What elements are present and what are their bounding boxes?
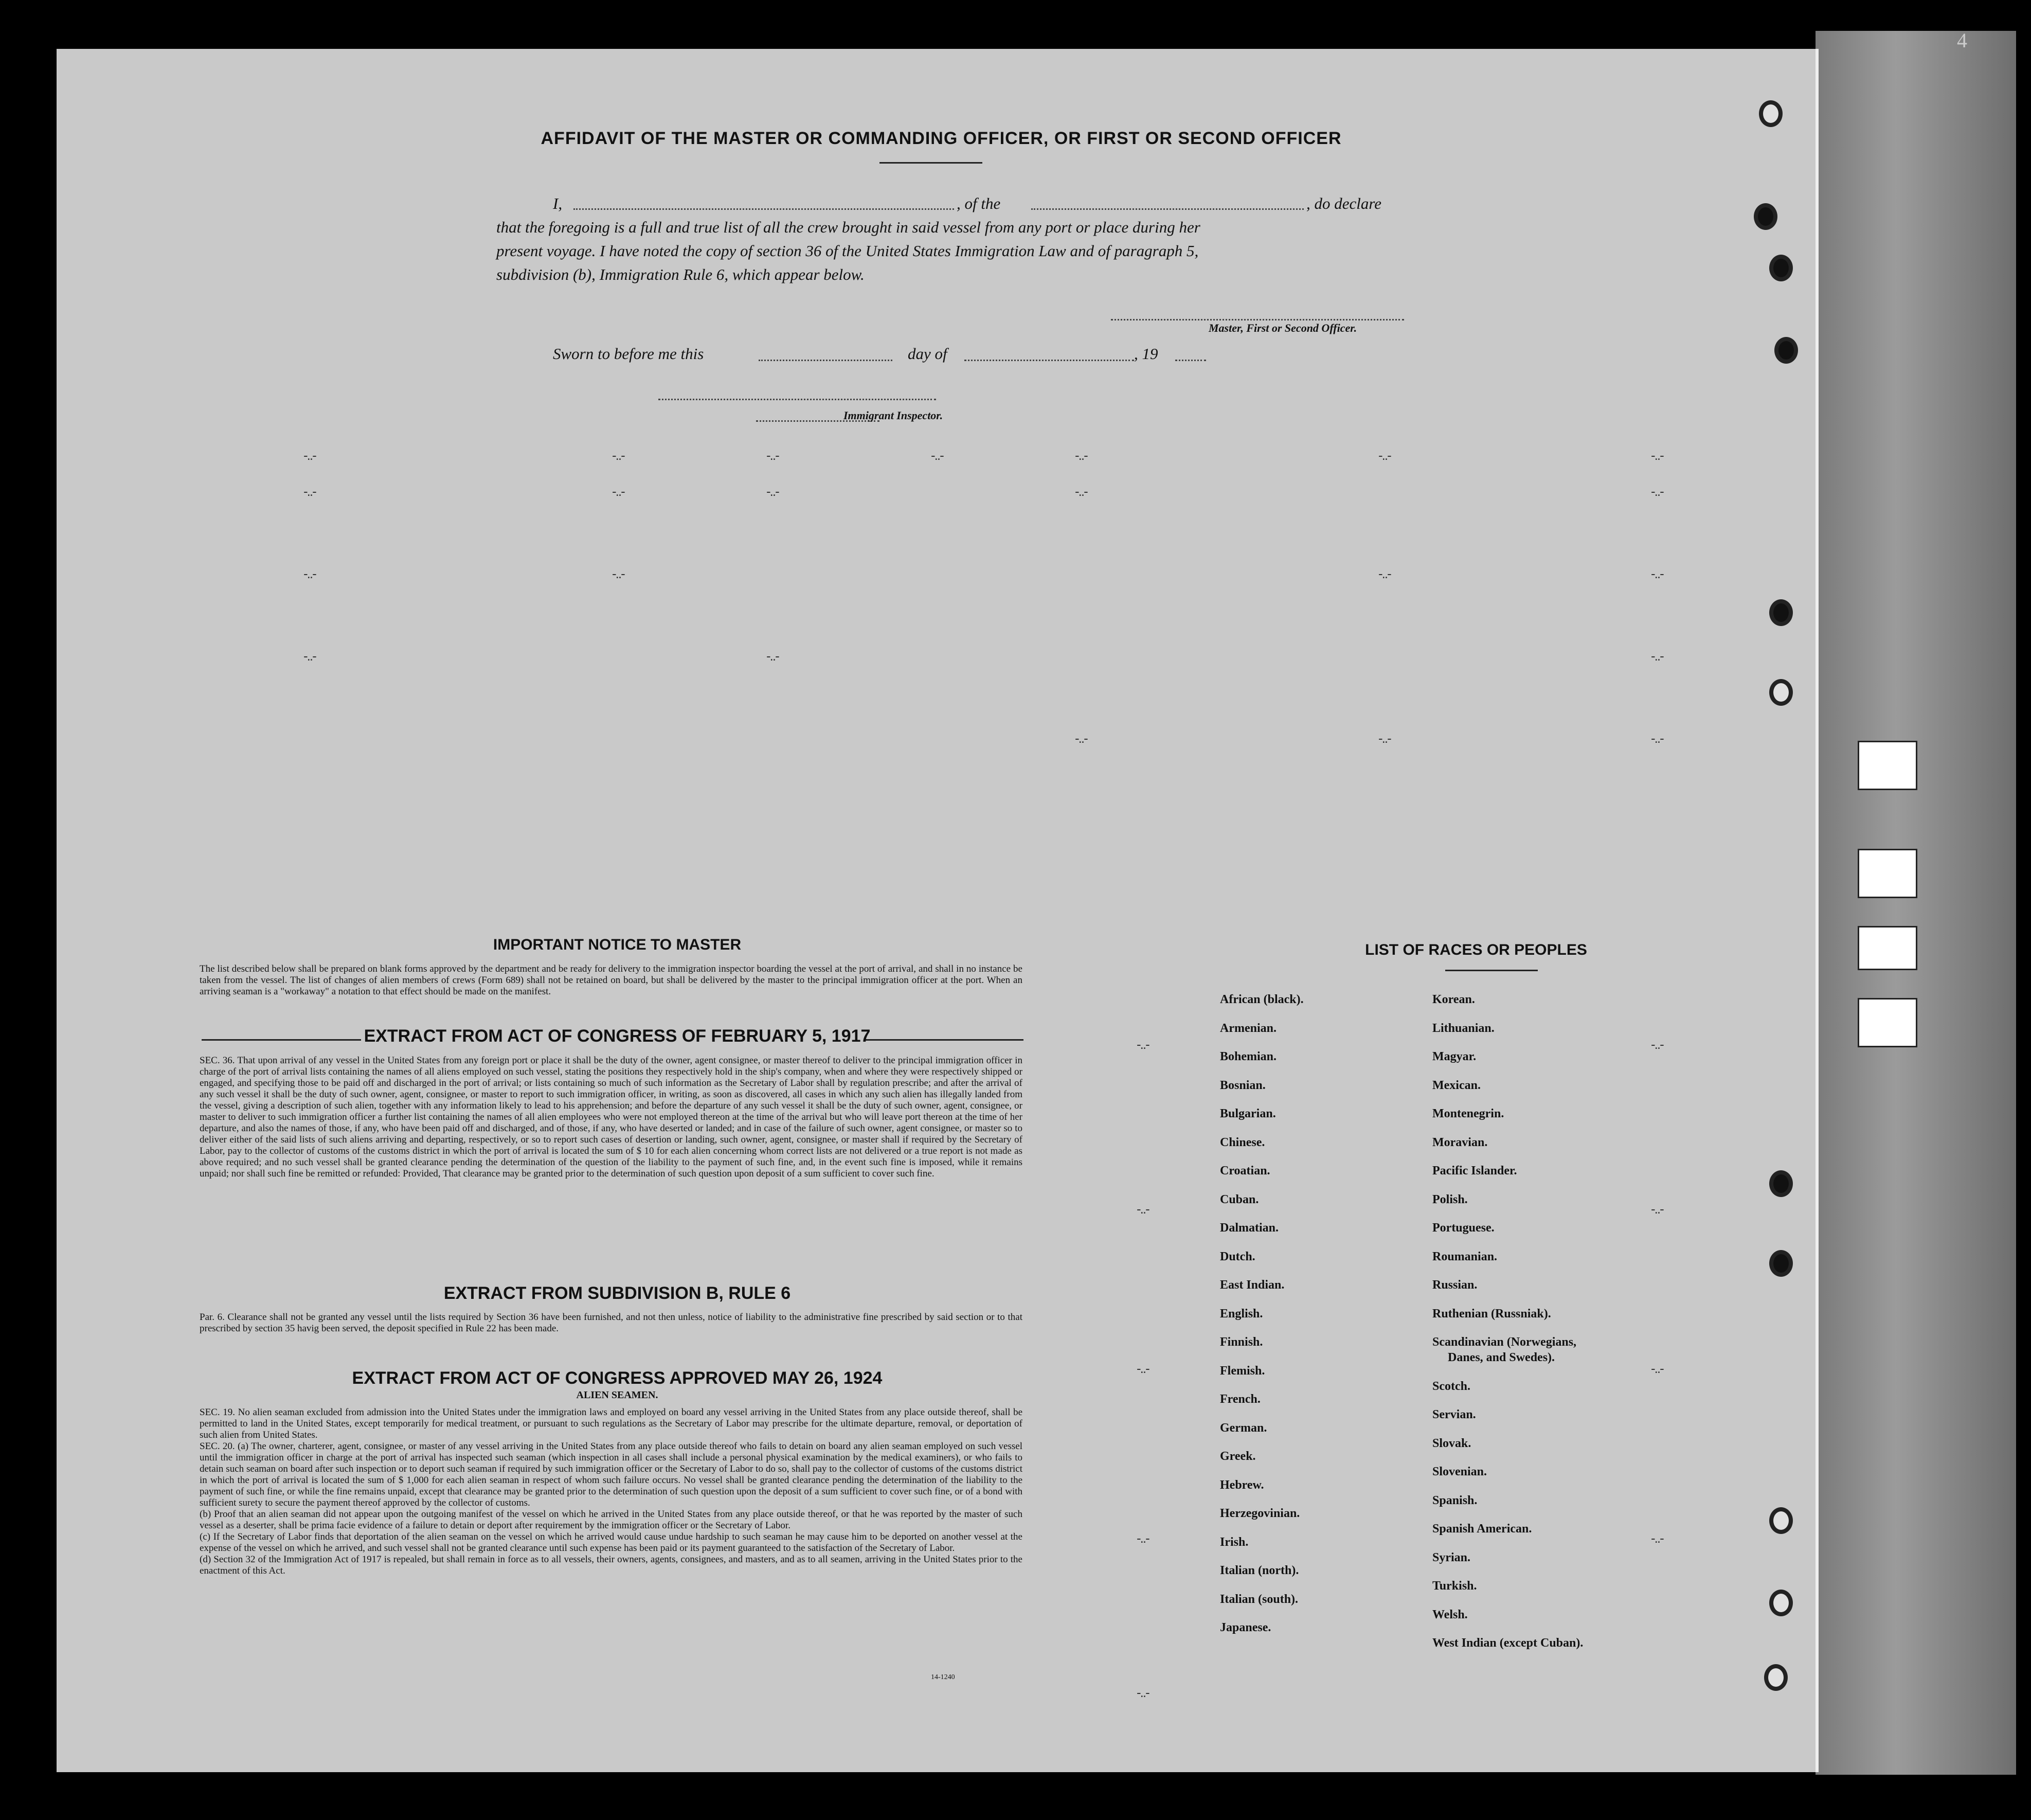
dash-mark: -..-	[1137, 1037, 1149, 1052]
race-item: Croatian.	[1220, 1164, 1270, 1177]
race-item: Irish.	[1220, 1535, 1249, 1549]
race-item: Lithuanian.	[1432, 1021, 1495, 1035]
attached-slip	[1858, 741, 1917, 790]
dash-mark: -..-	[1137, 1361, 1149, 1376]
extract-rule6-text: Par. 6. Clearance shall not be granted any vessel until the lists required by Section 36 have been furnished, and not then unless, notice of liability to the administrative fine prescribed by said section or to that prescribed by section 35 havig been served, the deposit specified in Rule 22 has been made.	[200, 1312, 1022, 1334]
punch-hole	[1769, 1507, 1793, 1534]
race-item: Mexican.	[1432, 1078, 1481, 1092]
form-number: 14-1240	[931, 1673, 955, 1681]
vessel-blank[interactable]	[1031, 208, 1304, 210]
race-item: Moravian.	[1432, 1135, 1488, 1149]
attached-slip	[1858, 849, 1917, 898]
race-item: Roumanian.	[1432, 1250, 1498, 1263]
dash-mark: -..-	[303, 448, 316, 463]
attached-slip	[1858, 926, 1917, 970]
race-item: Montenegrin.	[1432, 1107, 1504, 1120]
name-blank[interactable]	[573, 208, 954, 210]
dash-mark: -..-	[303, 566, 316, 581]
dash-mark: -..-	[766, 648, 779, 664]
race-item: Italian (north).	[1220, 1564, 1299, 1577]
race-item: Scotch.	[1432, 1379, 1470, 1393]
extract-1924-text	[200, 1407, 1022, 1577]
signature-blank[interactable]	[1111, 319, 1404, 320]
sworn-label: Sworn to before me this	[553, 345, 704, 363]
sworn-line	[496, 342, 1216, 368]
punch-hole	[1769, 599, 1793, 626]
race-item: German.	[1220, 1421, 1267, 1435]
punch-hole	[1769, 255, 1793, 281]
extract-rule6-title: EXTRACT FROM SUBDIVISION B, RULE 6	[443, 1283, 791, 1303]
dash-mark: -..-	[1378, 730, 1391, 746]
dash-mark: -..-	[612, 448, 624, 463]
race-item: Japanese.	[1220, 1621, 1271, 1634]
signature-caption: Master, First or Second Officer.	[1209, 322, 1357, 334]
race-item: Spanish American.	[1432, 1522, 1532, 1536]
race-item: West Indian (except Cuban).	[1432, 1636, 1584, 1650]
dash-mark: -..-	[931, 448, 943, 463]
dash-mark: -..-	[612, 484, 624, 499]
dash-mark: -..-	[1378, 448, 1391, 463]
attached-slip	[1858, 998, 1917, 1047]
race-item: English.	[1220, 1307, 1263, 1321]
dash-mark: -..-	[1651, 648, 1663, 664]
affidavit-line-1	[496, 192, 1489, 216]
race-item: Portuguese.	[1432, 1221, 1495, 1235]
corner-mark: 4	[1957, 29, 1967, 52]
dash-mark: -..-	[1651, 730, 1663, 746]
race-item: Russian.	[1432, 1278, 1478, 1292]
affidavit-body	[496, 192, 1489, 287]
sec-20a-text: SEC. 20. (a) The owner, charterer, agent, consignee, or master of any vessel arriving in the United States from any place outside thereof who fails to detain on board any alien seaman employed on such vessel until the immigration officer in charge at the port of arrival has inspected such seaman (which inspection in all cases shall include a personal physical examination by the medical examiners), or who fails to detain such seaman on board after such inspection or to deport such seaman if required by such immigration officer or the Secretary of Labor to do so, shall pay to the collector of customs of the customs district in which the port of arrival is located the sum of $ 1,000 for each alien seaman in respect of whom such failure occurs. No vessel shall be granted clearance pending the determination of the liability to the payment of such fine, or while the fine remains unpaid, except that clearance may be granted prior to the determination of such question upon the deposit of a sum sufficient to cover such fine, or of a bond with sufficient surety to secure the payment thereof approved by the collector of customs.	[200, 1441, 1022, 1508]
day-of-label: day of	[908, 345, 947, 363]
dash-mark: -..-	[1651, 1037, 1663, 1052]
extract-1917-title: EXTRACT FROM ACT OF CONGRESS OF FEBRUARY 5, 1917	[364, 1026, 871, 1046]
punch-hole	[1764, 1664, 1788, 1691]
race-item: Pacific Islander.	[1432, 1164, 1517, 1177]
race-item: Greek.	[1220, 1450, 1256, 1463]
i-label: I,	[553, 194, 563, 212]
dash-mark: -..-	[1137, 1201, 1149, 1217]
sec-20d-text: (d) Section 32 of the Immigration Act of 1917 is repealed, but shall remain in force as to all vessels, their owners, agents, consignees, and masters, and as to all seamen, arriving in the United States prior to the enactment of this Act.	[200, 1554, 1022, 1576]
affidavit-line-3: present voyage. I have noted the copy of section 36 of the United States Immigration Law and of paragraph 5,	[496, 242, 1199, 260]
dash-mark: -..-	[303, 484, 316, 499]
races-underline	[1445, 970, 1538, 971]
race-item: Chinese.	[1220, 1135, 1265, 1149]
punch-hole	[1769, 1170, 1793, 1197]
race-item: Polish.	[1432, 1192, 1468, 1206]
affidavit-title: AFFIDAVIT OF THE MASTER OR COMMANDING OFFICER, OR FIRST OR SECOND OFFICER	[541, 129, 1342, 148]
race-item: Armenian.	[1220, 1021, 1277, 1035]
punch-hole	[1769, 679, 1793, 706]
dash-mark: -..-	[303, 648, 316, 664]
do-declare-label: , do declare	[1306, 194, 1382, 212]
race-item: Spanish.	[1432, 1493, 1478, 1507]
race-item: Herzegovinian.	[1220, 1507, 1300, 1520]
race-item: Korean.	[1432, 993, 1475, 1006]
dash-mark: -..-	[1651, 484, 1663, 499]
race-item: Welsh.	[1432, 1608, 1468, 1621]
dash-mark: -..-	[1651, 448, 1663, 463]
day-blank[interactable]	[759, 360, 892, 361]
race-item: Magyar.	[1432, 1050, 1477, 1063]
page-edge-line	[1816, 49, 1819, 1772]
punch-hole	[1754, 203, 1777, 230]
race-item: Dutch.	[1220, 1250, 1255, 1263]
punch-hole	[1759, 100, 1783, 127]
dash-mark: -..-	[1075, 484, 1087, 499]
dash-mark: -..-	[1378, 566, 1391, 581]
race-item: Cuban.	[1220, 1192, 1259, 1206]
extract-1917-text: SEC. 36. That upon arrival of any vessel in the United States from any foreign port or place it shall be the duty of the owner, agent consignee, or master thereof to deliver to the principal immigration officer in charge of the port of arrival lists containing the names of all aliens employed on such vessel, stating the positions they respectively hold in the ship's company, when and where they were respectively shipped or engaged, and specifying those to be paid off and discharged in the port of arrival; or lists containing so much of such information as the Secretary of Labor shall by regulation prescribe; and after the arrival of any such vessel it shall be the duty of such owner, agent, consignee, or master to report to such immigration officer, in writing, as soon as discovered, all cases in which any such alien has illegally landed from the vessel, giving a description of such alien, together with any information likely to lead to his apprehension; and before the departure of any such vessel it shall be the duty of such owner, agent, consignee, or master to deliver to such immigration officer a further list containing the names of all alien employees who were not employed thereon at the time of the arrival but who will leave port thereon at the time of her departure, and also the names of those, if any, who have been paid off and discharged, and of those, if any, who have deserted or landed; and in case of the failure of such owner, agent consignee, or master so to deliver either of the said lists of such aliens arriving and departing, respectively, or so to report such cases of desertion or landing, such owner, agent, consignee, or master shall if required by the Secretary of Labor, pay to the collector of customs of the customs district in which the port of arrival is located the sum of $ 10 for each alien concerning whom correct lists are not delivered or a true report is not made as above required; and no such vessel shall be granted clearance pending the determination of the question of the liability to the payment of such fine, and, in the event such fine is imposed, while it remains unpaid; nor shall such fine be remitted or refunded: Provided, That clearance may be granted prior to the determination of such question upon deposit of a sum sufficient to cover such fine.	[200, 1055, 1022, 1179]
dash-mark: -..-	[766, 484, 779, 499]
punch-hole	[1774, 337, 1798, 364]
race-item: Bohemian.	[1220, 1050, 1277, 1063]
races-column-right	[1432, 993, 1648, 1665]
race-item: Syrian.	[1432, 1550, 1471, 1564]
sec-19-text: SEC. 19. No alien seaman excluded from admission into the United States under the immigration laws and employed on board any vessel arriving in the United States from any place outside thereof, shall be permitted to land in the United States, except temporarily for medical treatment, or pursuant to such regulations as the Secretary of Labor may prescribe for the ultimate departure, removal, or deportation of such alien from United States.	[200, 1407, 1022, 1440]
race-item: Bulgarian.	[1220, 1107, 1276, 1120]
title-underline	[879, 162, 982, 164]
inspector-caption: Immigrant Inspector.	[843, 409, 943, 422]
extract-1924-subtitle: ALIEN SEAMEN.	[576, 1389, 658, 1401]
race-item: Turkish.	[1432, 1579, 1477, 1593]
race-item: Dalmatian.	[1220, 1221, 1279, 1235]
dash-mark: -..-	[766, 448, 779, 463]
race-item: Flemish.	[1220, 1364, 1265, 1378]
inspector-signature-blank[interactable]	[658, 399, 936, 400]
affidavit-line-2: that the foregoing is a full and true list of all the crew brought in said vessel from any port or place during her	[496, 218, 1200, 236]
race-item: Danes, and Swedes).	[1448, 1351, 1555, 1364]
race-item: Slovak.	[1432, 1436, 1471, 1450]
dash-mark: -..-	[1651, 1201, 1663, 1217]
races-title: LIST OF RACES OR PEOPLES	[1365, 941, 1587, 958]
race-item: Hebrew.	[1220, 1478, 1264, 1492]
race-item: French.	[1220, 1393, 1261, 1406]
underlying-page-edge	[1816, 31, 2016, 1775]
dash-mark: -..-	[1651, 1530, 1663, 1546]
dash-mark: -..-	[1137, 1530, 1149, 1546]
month-blank[interactable]	[964, 360, 1134, 361]
dash-mark: -..-	[1075, 448, 1087, 463]
notice-title: IMPORTANT NOTICE TO MASTER	[493, 936, 742, 953]
dash-mark: -..-	[612, 566, 624, 581]
dash-mark: -..-	[1651, 566, 1663, 581]
race-item: Italian (south).	[1220, 1592, 1299, 1606]
year-blank[interactable]	[1175, 360, 1206, 361]
sec-20c-text: (c) If the Secretary of Labor finds that deportation of the alien seaman on the vessel on which he arrived would cause undue hardship to such seaman he may cause him to be deported on another vessel at the expense of the vessel on which he arrived, and such vessel shall not be granted clearance until such expense has been paid or its payment guaranteed to the satisfaction of the Secretary of Labor.	[200, 1531, 1022, 1554]
of-the-label: , of the	[957, 194, 1001, 212]
year-label: , 19	[1134, 345, 1158, 363]
notice-text: The list described below shall be prepared on blank forms approved by the department and be ready for delivery to the immigration inspector boarding the vessel at the port of arrival, and shall in no instance be taken from the vessel. The list of changes of alien members of crews (Form 689) shall not be retained on board, but shall be delivered by the master to the principal immigration officer at the port. When an arriving seaman is a "workaway" a notation to that effect should be made on the manifest.	[200, 963, 1022, 997]
document-page	[57, 49, 1819, 1772]
race-item: Scandinavian (Norwegians,	[1432, 1335, 1577, 1349]
extract-1924-title: EXTRACT FROM ACT OF CONGRESS APPROVED MAY 26, 1924	[352, 1368, 883, 1388]
race-item: East Indian.	[1220, 1278, 1285, 1292]
punch-hole	[1769, 1250, 1793, 1277]
dash-mark: -..-	[1651, 1361, 1663, 1376]
sec-20b-text: (b) Proof that an alien seaman did not appear upon the outgoing manifest of the vessel on which he arrived in the United States from any place outside thereof, or that he was reported by the master of such vessel as a deserter, shall be prima facie evidence of a failure to detain or deport after requirement by the immigration officer or the Secretary of Labor.	[200, 1509, 1022, 1531]
race-item: Finnish.	[1220, 1335, 1263, 1349]
race-item: African (black).	[1220, 993, 1304, 1006]
dash-mark: -..-	[1075, 730, 1087, 746]
race-item: Ruthenian (Russniak).	[1432, 1307, 1551, 1321]
dash-mark: -..-	[1137, 1685, 1149, 1700]
race-item: Servian.	[1432, 1408, 1476, 1421]
race-item: Bosnian.	[1220, 1078, 1266, 1092]
affidavit-line-4: subdivision (b), Immigration Rule 6, which appear below.	[496, 265, 865, 283]
race-item: Slovenian.	[1432, 1465, 1487, 1478]
punch-hole	[1769, 1590, 1793, 1616]
races-column-left	[1220, 993, 1436, 1650]
